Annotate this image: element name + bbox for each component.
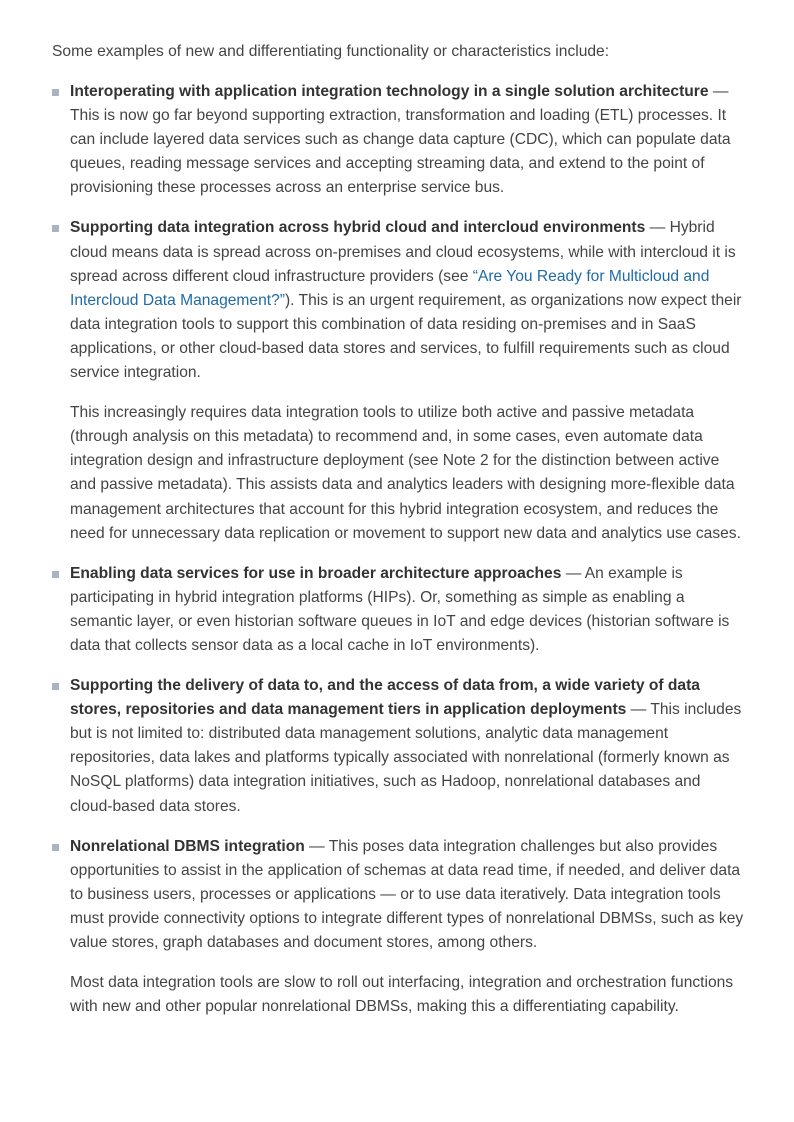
list-item-extra-paragraph: Most data integration tools are slow to roll out interfacing, integration and orchestration functions with new and other popular nonrelational DBMSs, making this a differentiating capability. [70, 974, 734, 1016]
list-item-text: This poses data integration challenges but also provides opportunities to assist in the application of schemas at data read time, if needed, and deliver data to business users, processes or applications — or to use data iteratively. Data integration tools must provide connectivity options to integrate different types of nonrelational DBMSs, such as key value stores, graph databases and document stores, among others. [70, 837, 744, 951]
list-item-text: Hybrid cloud means data is spread across on-premises and cloud ecosystems, while with intercloud it is spread across different cloud infrastructure providers (see [70, 219, 736, 285]
list-item-paragraph [70, 562, 745, 658]
list-item-heading: Nonrelational DBMS integration [70, 837, 305, 855]
list-item-paragraph [70, 674, 745, 819]
em-dash-separator: — [304, 837, 329, 855]
list-item-heading: Supporting data integration across hybrid cloud and intercloud environments [70, 219, 646, 237]
list-item-heading: Interoperating with application integration technology in a single solution architecture [70, 83, 709, 100]
list-item [0, 674, 745, 819]
list-item [0, 216, 745, 545]
list-item-paragraph [70, 80, 745, 200]
em-dash-separator: — [626, 701, 651, 719]
list-item-text: This is now go far beyond supporting extraction, transformation and loading (ETL) processes. It can include layered data services such as change data capture (CDC), which can populate data queues, reading message services and accepting streaming data, and extend to the point of provisioning these processes across an enterprise service bus. [70, 107, 731, 197]
list-item-extra-paragraph: This increasingly requires data integration tools to utilize both active and passive metadata (through analysis on this metadata) to recommend and, in some cases, even automate data integration design and infrastructure deployment (see Note 2 for the distinction between active and passive metadata). This assists data and analytics leaders with designing more-flexible data management architectures that account for this hybrid integration ecosystem, and reduces the need for unnecessary data replication or movement to support new data and analytics use cases. [70, 404, 741, 542]
square-bullet-icon [52, 571, 59, 578]
em-dash-separator: — [561, 564, 585, 582]
list-item [0, 835, 745, 1020]
list-item [0, 562, 745, 658]
multicloud-article-link[interactable]: “Are You Ready for Multicloud and Intercloud Data Management?” [70, 267, 710, 309]
em-dash-separator: — [708, 83, 729, 100]
square-bullet-icon [52, 683, 59, 690]
list-item-heading: Enabling data services for use in broader architecture approaches [70, 564, 562, 582]
intro-paragraph: Some examples of new and differentiating functionality or characteristics include: [52, 43, 610, 60]
list-item-text: An example is participating in hybrid integration platforms (HIPs). Or, something as simple as enabling a semantic layer, or even historian software queues in IoT and edge devices (historian software is data that collects sensor data as a local cache in IoT environments). [70, 564, 730, 654]
bullet-list [0, 80, 794, 1035]
list-item-heading: Supporting the delivery of data to, and the access of data from, a wide variety of data stores, repositories and data management tiers in application deployments [70, 677, 700, 719]
list-item [0, 80, 745, 200]
list-item-paragraph [70, 835, 745, 955]
square-bullet-icon [52, 89, 59, 96]
list-item-text: This includes but is not limited to: distributed data management solutions, analytic data management repositories, data lakes and platforms typically associated with nonrelational (formerly known as NoSQL platforms) data integration initiatives, such as Hadoop, nonrelational databases and cloud-based data stores. [70, 701, 742, 815]
list-item-text: ). This is an urgent requirement, as organizations now expect their data integration tools to support this combination of data residing on-premises and in SaaS applications, or other cloud-based data stores and services, to fulfill requirements such as cloud service integration. [70, 291, 742, 382]
em-dash-separator: — [645, 219, 670, 237]
square-bullet-icon [52, 225, 59, 232]
square-bullet-icon [52, 844, 59, 851]
list-item-paragraph [70, 216, 745, 385]
